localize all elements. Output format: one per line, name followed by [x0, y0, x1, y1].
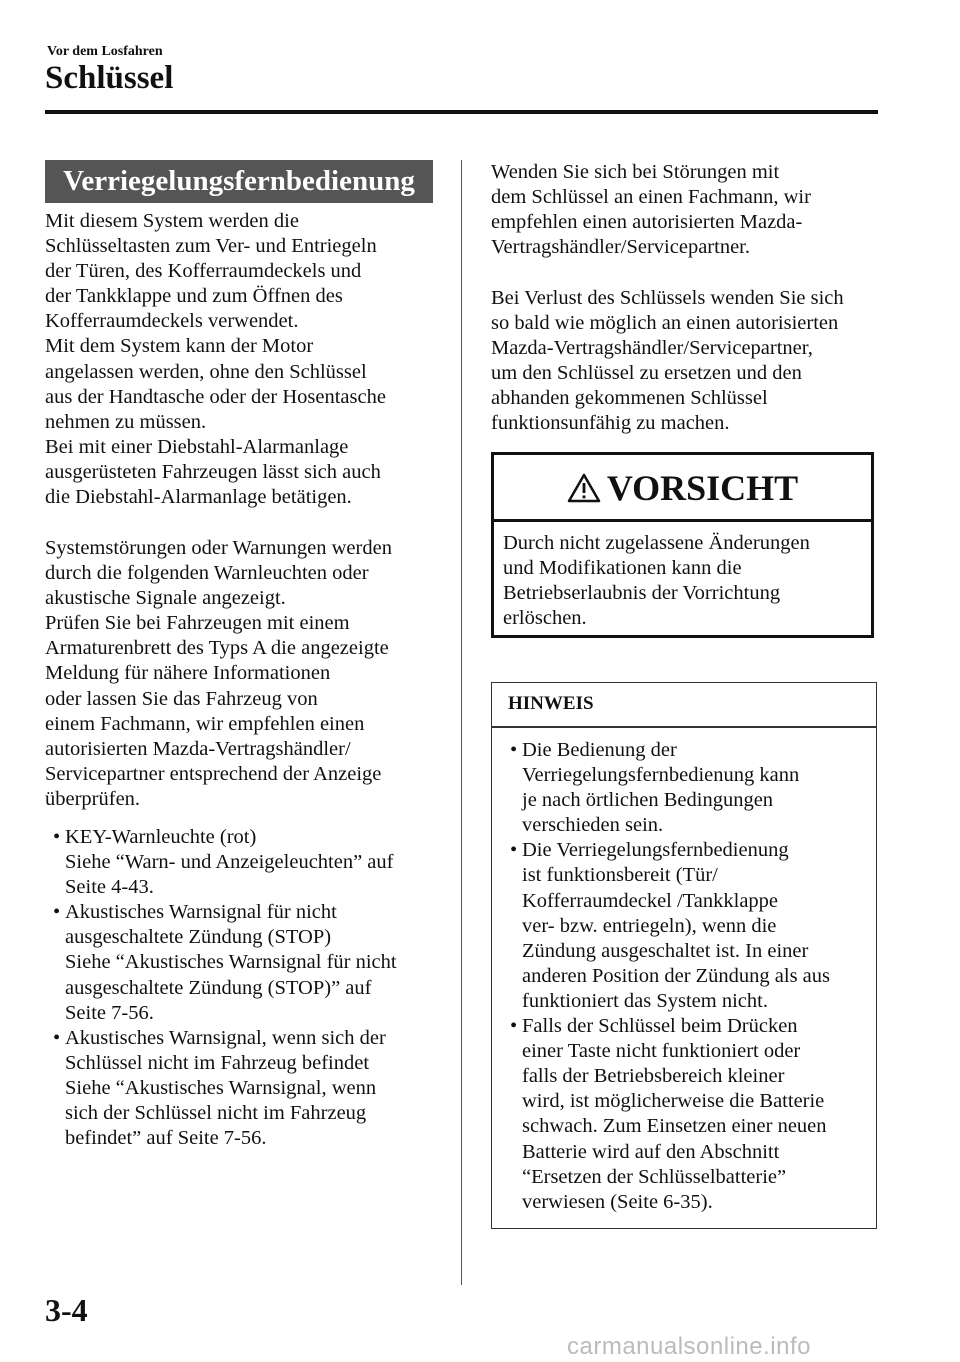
- text-line: oder lassen Sie das Fahrzeug von: [45, 687, 318, 710]
- caution-title: VORSICHT: [606, 468, 799, 508]
- text-line: abhanden gekommenen Schlüssel: [491, 387, 768, 410]
- bullet-line: funktioniert das System nicht.: [522, 989, 768, 1012]
- text-line: Bei Verlust des Schlüssels wenden Sie sich: [491, 287, 844, 309]
- bullet-line: ist funktionsbereit (Tür/: [522, 864, 718, 887]
- text-line: der Türen, des Kofferraumdeckels und: [45, 260, 362, 283]
- text-line: akustische Signale angezeigt.: [45, 587, 286, 610]
- bullet-line: Akustisches Warnsignal, wenn sich der: [65, 1026, 386, 1049]
- bullet-line: Siehe “Akustisches Warnsignal, wenn: [65, 1076, 377, 1099]
- text-line: Prüfen Sie bei Fahrzeugen mit einem: [45, 612, 350, 635]
- text-line: dem Schlüssel an einen Fachmann, wir: [491, 186, 811, 209]
- bullet-line: befindet” auf Seite 7-56.: [65, 1127, 267, 1150]
- bullet-line: KEY-Warnleuchte (rot): [65, 826, 257, 848]
- section-title: Verriegelungsfernbedienung: [45, 160, 433, 203]
- text-line: nehmen zu müssen.: [45, 410, 207, 433]
- bullet-line: Siehe “Akustisches Warnsignal für nicht: [65, 951, 397, 974]
- page-title: Schlüssel: [45, 60, 174, 96]
- text-line: Wenden Sie sich bei Störungen mit: [491, 161, 780, 183]
- warning-bullet-list: [45, 825, 397, 1151]
- lost-key-paragraph: [491, 286, 844, 437]
- bullet-line: Schlüssel nicht im Fahrzeug befindet: [65, 1051, 370, 1074]
- bullet-dot-icon: •: [510, 1015, 518, 1038]
- bullet-line: schwach. Zum Einsetzen einer neuen: [522, 1115, 827, 1138]
- bullet-line: Siehe “Warn- und Anzeigeleuchten” auf: [65, 851, 394, 874]
- bullet-line: Falls der Schlüssel beim Drücken: [522, 1015, 798, 1038]
- text-line: Mit dem System kann der Motor: [45, 335, 314, 358]
- text-line: Meldung für nähere Informationen: [45, 662, 331, 685]
- page-number: 3-4: [45, 1292, 88, 1328]
- bullet-dot-icon: •: [53, 901, 61, 924]
- text-line: Mazda-Vertragshändler/Servicepartner,: [491, 337, 813, 360]
- text-line: aus der Handtasche oder der Hosentasche: [45, 385, 386, 408]
- text-line: Servicepartner entsprechend der Anzeige: [45, 762, 382, 785]
- caution-heading: [494, 463, 871, 513]
- header-rule: [45, 110, 878, 114]
- bullet-item: [45, 1026, 397, 1151]
- text-line: überprüfen.: [45, 787, 141, 810]
- bullet-line: ausgeschaltete Zündung (STOP): [65, 926, 332, 949]
- text-line: erlöschen.: [503, 607, 587, 630]
- text-line: Systemstörungen oder Warnungen werden: [45, 537, 392, 559]
- text-line: die Diebstahl-Alarmanlage betätigen.: [45, 486, 352, 509]
- caution-text: [503, 531, 810, 631]
- note-divider: [492, 726, 876, 728]
- note-box: [491, 682, 877, 1229]
- text-line: einem Fachmann, wir empfehlen einen: [45, 712, 365, 735]
- text-line: autorisierten Mazda-Vertragshändler/: [45, 737, 351, 760]
- note-heading: HINWEIS: [508, 693, 594, 714]
- bullet-line: Die Bedienung der: [522, 739, 677, 761]
- bullet-line: Batterie wird auf den Abschnitt: [522, 1140, 780, 1163]
- bullet-line: Kofferraumdeckel /Tankklappe: [522, 889, 779, 912]
- bullet-line: anderen Position der Zündung als aus: [522, 964, 831, 987]
- bullet-item: [45, 900, 397, 1025]
- bullet-dot-icon: •: [53, 1026, 61, 1049]
- bullet-line: je nach örtlichen Bedingungen: [522, 789, 774, 812]
- bullet-line: Akustisches Warnsignal für nicht: [65, 901, 337, 924]
- text-line: so bald wie möglich an einen autorisierten: [491, 312, 839, 335]
- bullet-dot-icon: •: [53, 826, 61, 848]
- bullet-line: Verriegelungsfernbedienung kann: [522, 764, 800, 787]
- text-line: funktionsunfähig zu machen.: [491, 412, 730, 435]
- text-line: der Tankklappe und zum Öffnen des: [45, 285, 343, 308]
- text-line: angelassen werden, ohne den Schlüssel: [45, 360, 367, 383]
- bullet-line: Zündung ausgeschaltet ist. In einer: [522, 939, 809, 962]
- bullet-item: [502, 1014, 830, 1215]
- bullet-line: verwiesen (Seite 6-35).: [522, 1190, 713, 1213]
- text-line: um den Schlüssel zu ersetzen und den: [491, 362, 802, 385]
- text-line: Mit diesem System werden die: [45, 210, 299, 232]
- column-divider: [461, 160, 462, 1285]
- caution-divider: [494, 519, 871, 522]
- bullet-line: sich der Schlüssel nicht im Fahrzeug: [65, 1102, 367, 1125]
- text-line: Betriebserlaubnis der Vorrichtung: [503, 582, 781, 605]
- text-line: Schlüsseltasten zum Ver- und Entriegeln: [45, 235, 377, 258]
- bullet-item: [502, 838, 830, 1014]
- chapter-heading: Vor dem Losfahren: [47, 44, 163, 59]
- text-line: empfehlen einen autorisierten Mazda-: [491, 211, 803, 234]
- note-list: [502, 738, 830, 1215]
- bullet-line: verschieden sein.: [522, 814, 664, 837]
- bullet-line: Die Verriegelungsfernbedienung: [522, 839, 789, 862]
- bullet-line: wird, ist möglicherweise die Batterie: [522, 1090, 825, 1113]
- bullet-item: [45, 825, 397, 900]
- warning-triangle-icon: [567, 473, 601, 503]
- caution-box: [491, 452, 874, 638]
- bullet-line: “Ersetzen der Schlüsselbatterie”: [522, 1165, 787, 1188]
- bullet-line: ausgeschaltete Zündung (STOP)” auf: [65, 976, 372, 999]
- bullet-line: falls der Betriebsbereich kleiner: [522, 1065, 785, 1088]
- bullet-line: Seite 4-43.: [65, 876, 154, 899]
- text-line: und Modifikationen kann die: [503, 557, 742, 580]
- bullet-item: [502, 738, 830, 838]
- bullet-dot-icon: •: [510, 739, 518, 761]
- text-line: durch die folgenden Warnleuchten oder: [45, 562, 369, 585]
- text-line: Durch nicht zugelassene Änderungen: [503, 532, 810, 554]
- bullet-line: einer Taste nicht funktioniert oder: [522, 1040, 801, 1063]
- text-line: Bei mit einer Diebstahl-Alarmanlage: [45, 435, 349, 458]
- text-line: Kofferraumdeckels verwendet.: [45, 310, 299, 333]
- intro-paragraph: [45, 209, 386, 510]
- bullet-line: Seite 7-56.: [65, 1001, 154, 1024]
- malfunction-paragraph: [491, 160, 811, 260]
- warnings-paragraph: [45, 536, 392, 812]
- bullet-line: ver- bzw. entriegeln), wenn die: [522, 914, 777, 937]
- bullet-dot-icon: •: [510, 839, 518, 862]
- text-line: Vertragshändler/Servicepartner.: [491, 236, 750, 259]
- watermark: carmanualsonline.info: [567, 1333, 811, 1360]
- text-line: Armaturenbrett des Typs A die angezeigte: [45, 637, 389, 660]
- text-line: ausgerüsteten Fahrzeugen lässt sich auch: [45, 460, 381, 483]
